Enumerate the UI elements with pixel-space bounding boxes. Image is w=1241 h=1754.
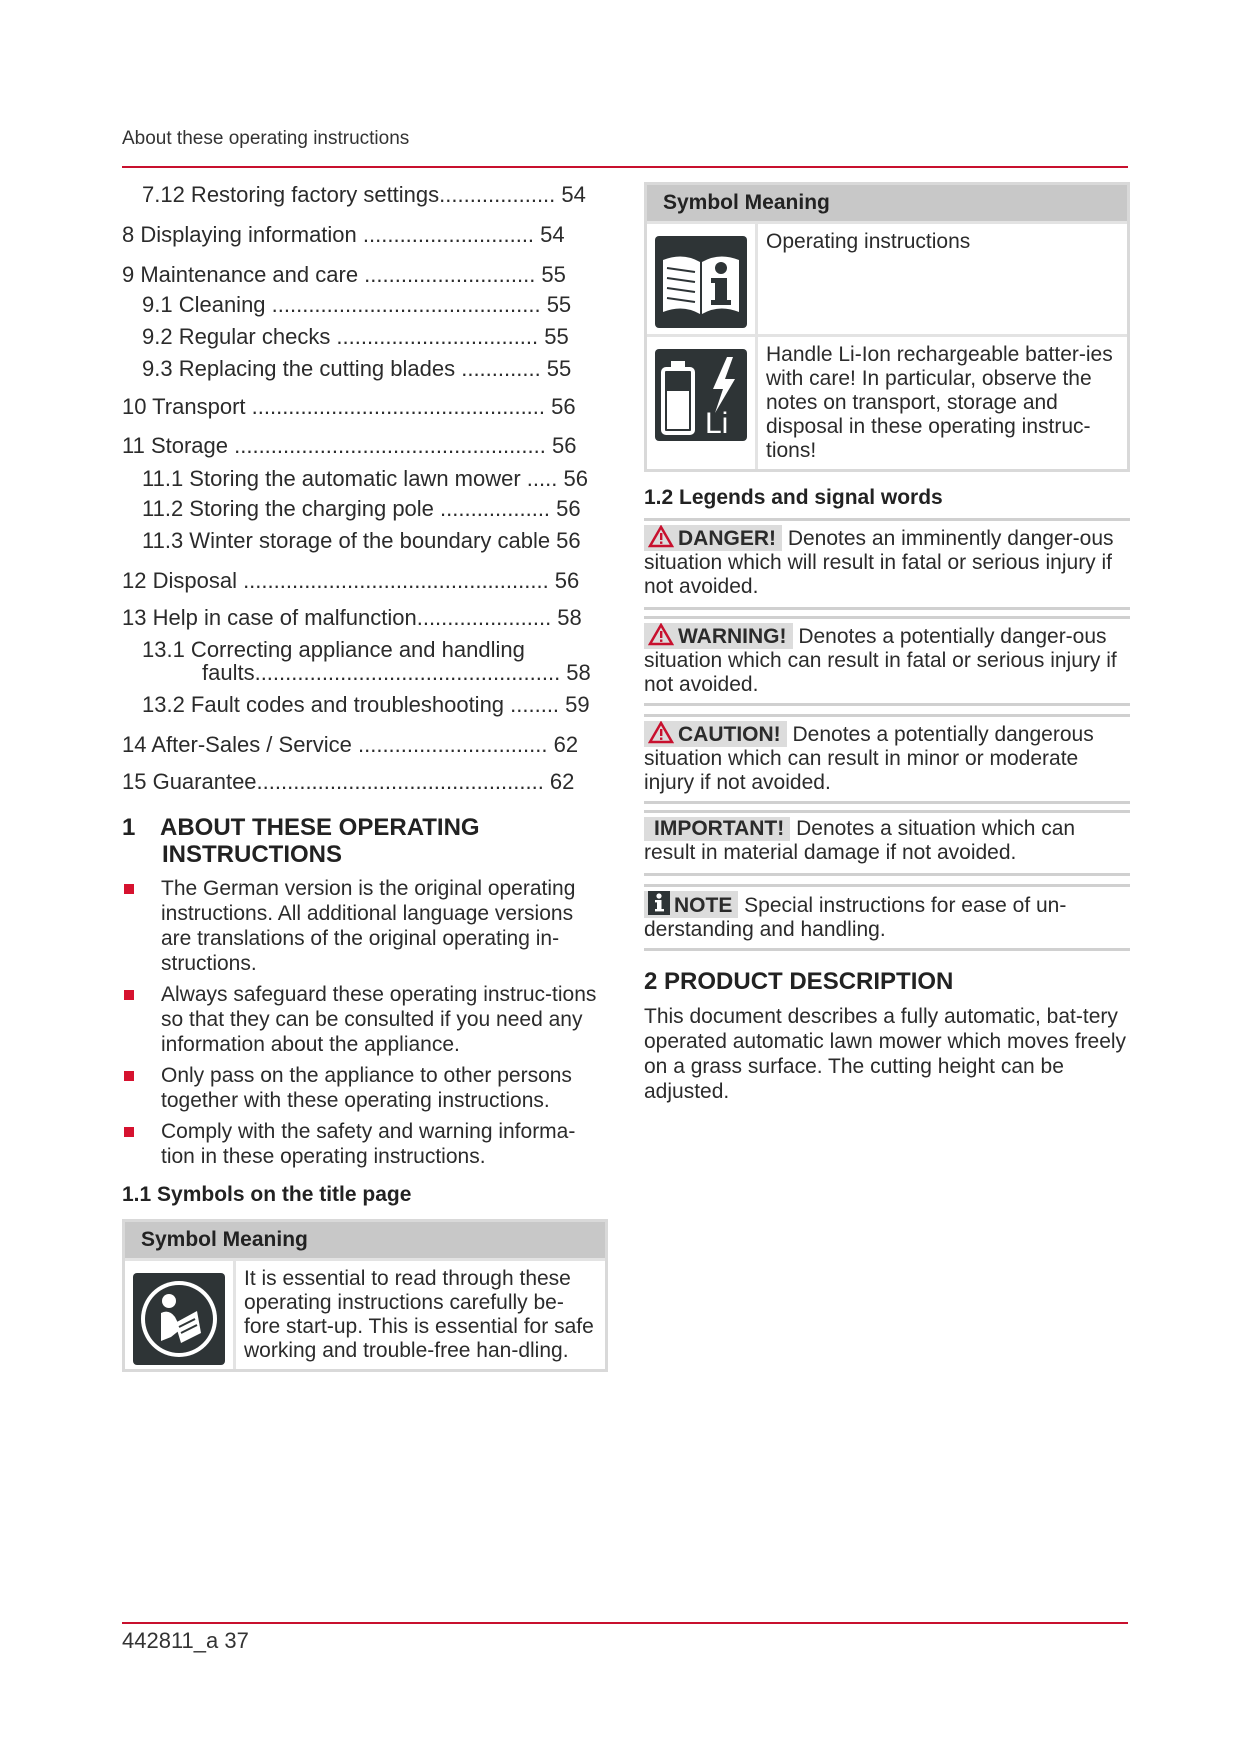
toc-entry[interactable]: 15 Guarantee............................................... 62 bbox=[122, 769, 575, 794]
signal-word-important: IMPORTANT! bbox=[644, 817, 790, 841]
page-reference: 442811_a 37 bbox=[122, 1628, 249, 1653]
toc-entry[interactable]: 9.2 Regular checks ................................. 55 bbox=[142, 324, 569, 349]
toc-entry[interactable]: 11.1 Storing the automatic lawn mower ..... 56 bbox=[142, 466, 588, 491]
signal-word-danger: DANGER! bbox=[678, 527, 776, 550]
right-column bbox=[644, 182, 1130, 1104]
symbols-table bbox=[644, 182, 1130, 472]
product-description-text: This document describes a fully automatic, bat-tery operated automatic lawn mower which moves freely on a grass surface. The cutting height can be adjusted. bbox=[644, 1005, 1127, 1103]
list-item: Always safeguard these operating instruc-tions so that they can be consulted if you need any information about the appliance. bbox=[122, 982, 608, 1057]
table-row bbox=[647, 334, 1127, 469]
section-1-heading bbox=[122, 814, 608, 868]
warning-triangle-icon bbox=[648, 623, 674, 646]
signal-description: Special instructions for ease of un-derstanding and handling. bbox=[644, 894, 1067, 941]
toc-entry[interactable]: 12 Disposal .................................................. 56 bbox=[122, 568, 580, 593]
caution-notice bbox=[644, 714, 1130, 804]
signal-word-caution: CAUTION! bbox=[678, 723, 781, 746]
signal-description: Denotes a potentially danger-ous situation which can result in fatal or serious injury if not avoided. bbox=[644, 625, 1117, 696]
bullet-square-icon bbox=[124, 1127, 134, 1137]
footer-rule bbox=[122, 1622, 1128, 1624]
list-item: The German version is the original operating instructions. All additional language versions are translations of the original operating in-structions. bbox=[122, 876, 608, 976]
section-title-line2: INSTRUCTIONS bbox=[162, 841, 342, 868]
table-header: Symbol Meaning bbox=[647, 185, 1127, 221]
list-item: Only pass on the appliance to other persons together with these operating instructions. bbox=[122, 1063, 608, 1113]
table-of-contents bbox=[122, 182, 608, 792]
section-title-line1: ABOUT THESE OPERATING bbox=[160, 814, 480, 841]
toc-entry[interactable]: 11.2 Storing the charging pole .................. 56 bbox=[142, 496, 581, 521]
header-rule bbox=[122, 166, 1128, 168]
toc-entry[interactable]: 13 Help in case of malfunction...................... 58 bbox=[122, 605, 582, 630]
signal-description: Denotes a potentially dangerous situation which can result in minor or moderate injury if not avoided. bbox=[644, 723, 1094, 794]
signal-word-note: NOTE bbox=[674, 894, 733, 917]
running-header: About these operating instructions bbox=[122, 128, 410, 149]
left-column bbox=[122, 182, 608, 1372]
operating-instructions-book-icon bbox=[653, 234, 749, 330]
toc-entry[interactable]: 13.1 Correcting appliance and handling bbox=[142, 637, 525, 662]
section-2-heading: 2 PRODUCT DESCRIPTION bbox=[644, 968, 954, 995]
toc-entry[interactable]: 11.3 Winter storage of the boundary cable 56 bbox=[142, 528, 581, 553]
list-item: Comply with the safety and warning informa-tion in these operating instructions. bbox=[122, 1119, 608, 1169]
table-row bbox=[125, 1258, 605, 1369]
toc-entry-continued[interactable]: faults.................................................. 58 bbox=[202, 660, 591, 685]
table-header: Symbol Meaning bbox=[125, 1222, 605, 1258]
bullet-square-icon bbox=[124, 884, 134, 894]
table-row bbox=[647, 221, 1127, 334]
signal-word-warning: WARNING! bbox=[678, 625, 787, 648]
info-icon bbox=[648, 891, 670, 915]
table-cell-meaning: Operating instructions bbox=[766, 230, 971, 253]
toc-entry[interactable]: 10 Transport ................................................ 56 bbox=[122, 394, 576, 419]
toc-entry[interactable]: 9.1 Cleaning ............................................ 55 bbox=[142, 292, 572, 317]
svg-text:Li: Li bbox=[705, 407, 729, 440]
toc-entry[interactable]: 13.2 Fault codes and troubleshooting ........ 59 bbox=[142, 692, 590, 717]
section-1-bullet-list bbox=[122, 876, 608, 1169]
li-ion-battery-icon bbox=[653, 347, 749, 443]
toc-entry[interactable]: 14 After-Sales / Service ............................... 62 bbox=[122, 732, 579, 757]
table-cell-meaning: It is essential to read through these operating instructions carefully be-fore start-up. This is essential for safe working and trouble-free han-dling. bbox=[244, 1267, 594, 1362]
section-1-2-heading: 1.2 Legends and signal words bbox=[644, 486, 943, 509]
toc-entry[interactable]: 9.3 Replacing the cutting blades ............. 55 bbox=[142, 356, 572, 381]
signal-description: Denotes a situation which can result in material damage if not avoided. bbox=[644, 817, 1076, 864]
toc-entry[interactable]: 7.12 Restoring factory settings................... 54 bbox=[142, 182, 586, 207]
warning-triangle-icon bbox=[648, 721, 674, 744]
signal-words-list bbox=[644, 518, 1130, 948]
warning-triangle-icon bbox=[648, 525, 674, 548]
warning-notice bbox=[644, 616, 1130, 706]
bullet-square-icon bbox=[124, 990, 134, 1000]
toc-entry[interactable]: 11 Storage ................................................... 56 bbox=[122, 433, 577, 458]
toc-entry[interactable]: 9 Maintenance and care ............................ 55 bbox=[122, 262, 566, 287]
note-notice bbox=[644, 884, 1130, 951]
toc-entry[interactable]: 8 Displaying information ............................ 54 bbox=[122, 222, 565, 247]
section-number: 1 bbox=[122, 814, 136, 841]
section-1-1-heading: 1.1 Symbols on the title page bbox=[122, 1183, 412, 1206]
read-manual-icon bbox=[131, 1271, 227, 1367]
signal-description: Denotes an imminently danger-ous situation which will result in fatal or serious injury if not avoided. bbox=[644, 527, 1114, 598]
title-page-symbols-table bbox=[122, 1219, 608, 1372]
important-notice bbox=[644, 810, 1130, 876]
bullet-square-icon bbox=[124, 1071, 134, 1081]
table-cell-meaning: Handle Li-Ion rechargeable batter-ies with care! In particular, observe the notes on transport, storage and disposal in these operating instruc-tions! bbox=[766, 343, 1113, 462]
danger-notice bbox=[644, 518, 1130, 610]
